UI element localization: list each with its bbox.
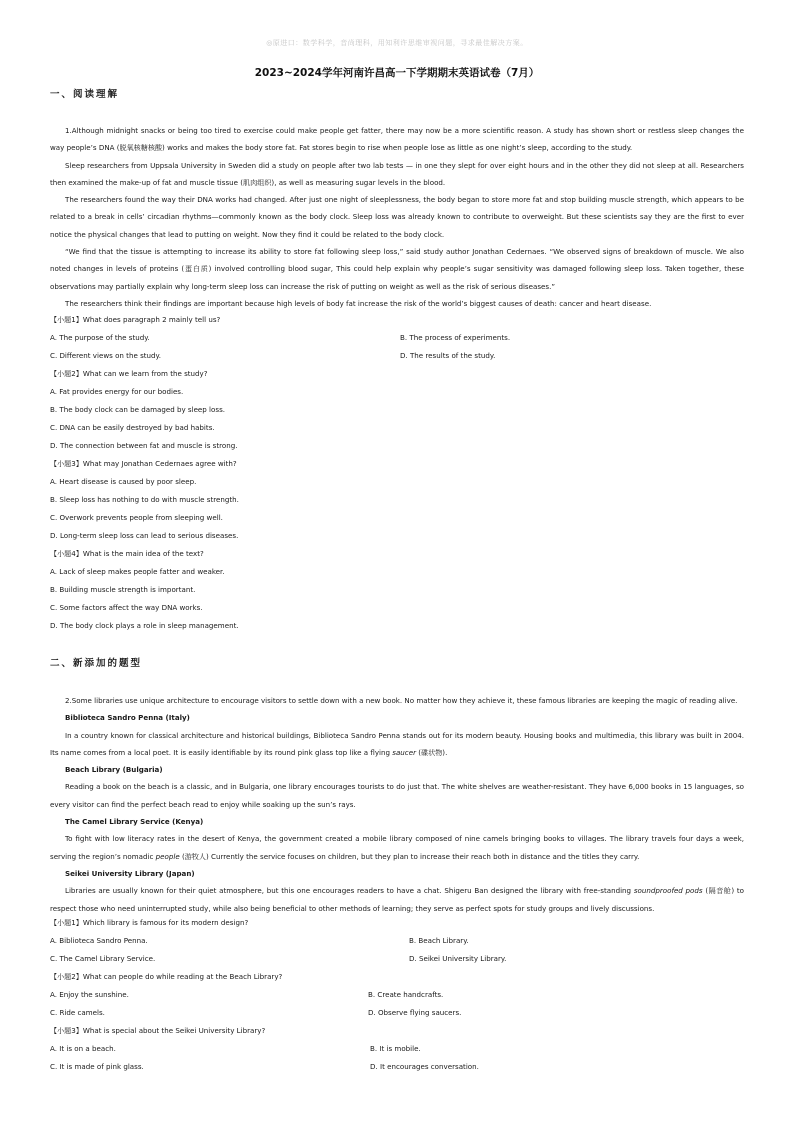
library-description: Reading a book on the beach is a classic, and in Bulgaria, one library encourages tourists to do just that. The white shelves are weather-resistant. They have 6,000 books in 15 languages, so every visitor can find the perfect beach read to enjoy while soaking up the sun’s rays. [50, 782, 744, 809]
option-c[interactable]: C. Overwork prevents people from sleeping well. [50, 513, 223, 522]
section-heading-reading: 一、阅读理解 [50, 89, 120, 100]
option-a[interactable]: A. Enjoy the sunshine. [50, 990, 129, 999]
option-c[interactable]: C. The Camel Library Service. [50, 954, 156, 963]
option-b[interactable]: B. It is mobile. [370, 1044, 421, 1053]
passage-paragraph: The researchers found the way their DNA works had changed. After just one night of sleeplessness, the body began to store more fat and stop building muscle strength, which appears to be related to a break in cells’ circadian rhythms—commonly known as the body clock. Sleep loss was already known to contribute to overweight. But these scientists say they are the first to ever notice the physical changes that lead to putting on weight. Now they find it could be related to the body clock. [50, 195, 744, 239]
page-title: 2023~2024学年河南许昌高一下学期期末英语试卷（7月） [254, 67, 540, 79]
question-block [50, 311, 744, 635]
question-stem: 【小题4】What is the main idea of the text? [50, 549, 204, 558]
option-d[interactable]: D. Long-term sleep loss can lead to serious diseases. [50, 531, 239, 540]
option-d[interactable]: D. The body clock plays a role in sleep management. [50, 621, 239, 630]
option-b[interactable]: B. Create handcrafts. [368, 990, 444, 999]
option-a[interactable]: A. The purpose of the study. [50, 333, 150, 342]
library-name: Beach Library (Bulgaria) [65, 765, 163, 775]
question-stem: 【小题3】What is special about the Seikei University Library? [50, 1026, 266, 1035]
library-description: To fight with low literacy rates in the desert of Kenya, the government created a mobile library composed of nine camels bringing books to villages. The library travels four days a week, serving the region’s nomadic people (游牧人) Currently the service focuses on children, but they plan to increase their reach both in distance and the titles they carry. [50, 834, 744, 861]
library-passage [50, 692, 744, 917]
option-row [50, 986, 744, 1004]
option-a[interactable]: A. Lack of sleep makes people fatter and weaker. [50, 567, 225, 576]
option-a[interactable]: A. Heart disease is caused by poor sleep. [50, 477, 197, 486]
question-stem: 【小题1】What does paragraph 2 mainly tell us? [50, 315, 221, 324]
option-b[interactable]: B. The process of experiments. [400, 333, 511, 342]
option-c[interactable]: C. Ride camels. [50, 1008, 105, 1017]
question-stem: 【小题2】What can we learn from the study? [50, 369, 208, 378]
option-c[interactable]: C. It is made of pink glass. [50, 1062, 144, 1071]
option-b[interactable]: B. Sleep loss has nothing to do with muscle strength. [50, 495, 239, 504]
passage-paragraph: The researchers think their findings are important because high levels of body fat increase the risk of the world’s biggest causes of death: cancer and heart disease. [65, 298, 652, 308]
option-d[interactable]: D. Seikei University Library. [409, 954, 507, 963]
passage-paragraph: 1.Although midnight snacks or being too tired to exercise could make people get fatter, there may now be a more scientific reason. A study has shown short or restless sleep changes the way people’s DNA (脱氧核糖核酸) works and makes the body store fat. Fat stores begin to rise when people lose as little as one night’s sleep, according to the study. [50, 126, 744, 153]
option-row [50, 329, 744, 347]
option-row [50, 347, 744, 365]
question-stem: 【小题3】What may Jonathan Cedernaes agree with? [50, 459, 237, 468]
library-description: In a country known for classical architecture and historical buildings, Biblioteca Sandro Penna stands out for its modern beauty. Housing books and multimedia, this library was built in 2004. Its name comes from a local poet. It is easily identifiable by its round pink glass top like a flying saucer (碟状物). [50, 730, 744, 757]
option-row [50, 1004, 744, 1022]
option-b[interactable]: B. The body clock can be damaged by sleep loss. [50, 405, 226, 414]
option-d[interactable]: D. The connection between fat and muscle is strong. [50, 441, 238, 450]
option-a[interactable]: A. It is on a beach. [50, 1044, 116, 1053]
option-row [50, 1058, 744, 1076]
library-name: The Camel Library Service (Kenya) [65, 817, 204, 827]
option-d[interactable]: D. Observe flying saucers. [368, 1008, 462, 1017]
option-row [50, 1040, 744, 1058]
option-c[interactable]: C. Different views on the study. [50, 351, 161, 360]
option-d[interactable]: D. It encourages conversation. [370, 1062, 479, 1071]
option-c[interactable]: C. DNA can be easily destroyed by bad habits. [50, 423, 215, 432]
option-a[interactable]: A. Fat provides energy for our bodies. [50, 387, 184, 396]
option-d[interactable]: D. The results of the study. [400, 351, 496, 360]
passage-paragraph: “We find that the tissue is attempting to increase its ability to store fat following sleep loss,” said study author Jonathan Cedernaes. “We observed signs of breakdown of muscle. We also noted changes in levels of proteins (蛋白质) involved controlling blood sugar, This could help explain why people’s sugar sensitivity was damaged following sleep loss. Taken together, these observations may partially explain why long-term sleep loss can increase the risk of putting on weight as well as the risk of serious diseases.” [50, 247, 744, 291]
passage-paragraph: Sleep researchers from Uppsala University in Sweden did a study on people after two lab tests — in one they slept for over eight hours and in the other they did not sleep at all. Researchers then examined the make-up of fat and muscle tissue (肌肉组织), as well as measuring sugar levels in the blood. [50, 160, 744, 187]
watermark: ◎原进口：数学科学，音尚理科，用知利许思维审视问题，寻求最佳解决方案。 [266, 39, 528, 47]
option-row [50, 950, 744, 968]
library-name: Seikei University Library (Japan) [65, 868, 195, 878]
question-stem: 【小题2】What can people do while reading at the Beach Library? [50, 972, 283, 981]
option-b[interactable]: B. Building muscle strength is important. [50, 585, 196, 594]
section-heading-new-type: 二、新添加的题型 [50, 658, 143, 669]
option-b[interactable]: B. Beach Library. [409, 936, 469, 945]
passage-intro: 2.Some libraries use unique architecture to encourage visitors to settle down with a new book. No matter how they achieve it, these famous libraries are keeping the magic of reading alive. [65, 696, 738, 705]
reading-passage [50, 122, 744, 312]
option-c[interactable]: C. Some factors affect the way DNA works. [50, 603, 203, 612]
option-a[interactable]: A. Biblioteca Sandro Penna. [50, 936, 148, 945]
question-block [50, 914, 744, 1076]
library-description: Libraries are usually known for their quiet atmosphere, but this one encourages readers to have a chat. Shigeru Ban designed the library with free-standing soundproofed pods (隔音舱) to respect those who need uninterrupted study, while also being beneficial to other methods of learning; they serve as perfect spots for study groups and lively discussions. [50, 886, 745, 913]
question-stem: 【小题1】Which library is famous for its modern design? [50, 918, 249, 927]
library-name: Biblioteca Sandro Penna (Italy) [65, 713, 190, 723]
option-row [50, 932, 744, 950]
